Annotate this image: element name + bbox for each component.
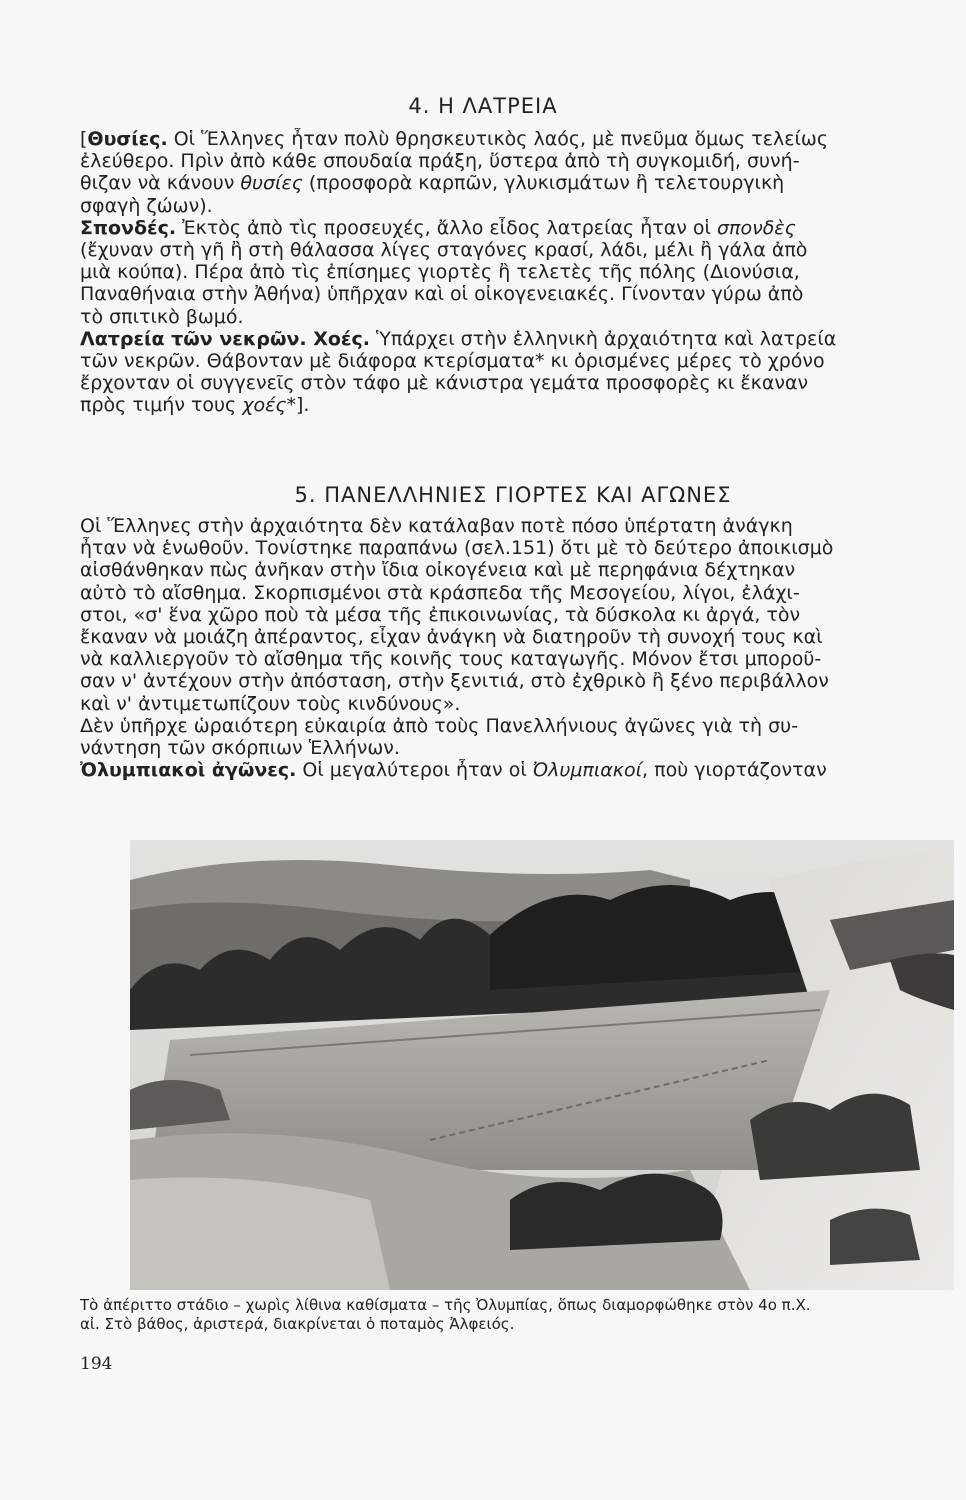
page-number: 194	[80, 1354, 113, 1374]
text-span: σαν ν' ἀντέχουν στὴν ἀπόσταση, στὴν ξενιτιά, στὸ ἐχθρικὸ ἢ ξένο περιβάλλον	[80, 670, 829, 693]
text-span: σφαγὴ ζώων).	[80, 194, 213, 217]
text-span: (προσφορὰ καρπῶν, γλυκισμάτων ἢ τελετουργικὴ	[302, 172, 785, 195]
caption-line-2: αἰ. Στὸ βάθος, ἀριστερά, διακρίνεται ὁ ποταμὸς Ἀλφειός.	[80, 1315, 515, 1333]
text-span: στοι, «σ' ἕνα χῶρο ποὺ τὰ μέσα τῆς ἐπικοινωνίας, τὰ δύσκολα κι ἀργά, τὸν	[80, 603, 801, 626]
text-span: αἰσθάνθηκαν πὼς ἀνῆκαν στὴν ἴδια οἰκογένεια καὶ μὲ περηφάνια δέχτηκαν	[80, 559, 796, 582]
text-line	[80, 195, 940, 217]
text-span: θιζαν νὰ κάνουν	[80, 172, 241, 195]
text-line	[80, 670, 940, 692]
text-span: καὶ ν' ἀντιμετωπίζουν τοὺς κινδύνους».	[80, 692, 461, 715]
text-span: Οἱ μεγαλύτεροι ἦταν οἱ	[296, 759, 533, 782]
italic-term: Ὀλυμπιακοί	[532, 759, 643, 782]
text-span: Ἐκτὸς ἀπὸ τὶς προσευχές, ἄλλο εἶδος λατρείας ἦταν οἱ	[176, 216, 717, 239]
bold-heading: Λατρεία τῶν νεκρῶν. Χοές.	[80, 327, 370, 350]
text-line	[80, 559, 940, 581]
section-4-title: 4. Η ΛΑΤΡΕΙΑ	[408, 94, 558, 118]
text-span: Παναθήναια στὴν Ἀθήνα) ὑπῆρχαν καὶ οἱ οἰκογενειακές. Γίνονταν γύρω ἀπὸ	[80, 283, 804, 306]
italic-term: χοές	[242, 394, 287, 417]
text-line	[80, 172, 940, 194]
text-line	[80, 648, 940, 670]
text-span: τὸ σπιτικὸ βωμό.	[80, 305, 244, 328]
text-span: μιὰ κούπα). Πέρα ἀπὸ τὶς ἐπίσημες γιορτὲς ἢ τελετὲς τῆς πόλης (Διονύσια,	[80, 261, 800, 284]
text-line	[80, 283, 940, 305]
section-4-body	[80, 128, 940, 417]
text-line	[80, 582, 940, 604]
text-line	[80, 737, 940, 759]
olympia-stadium-image	[130, 840, 954, 1290]
italic-term: θυσίες	[240, 172, 303, 195]
text-line	[80, 372, 940, 394]
text-line	[80, 537, 940, 559]
text-line	[80, 394, 940, 416]
text-line	[80, 261, 940, 283]
bold-heading: Σπονδές.	[80, 216, 177, 239]
bold-heading: Θυσίες.	[87, 128, 168, 150]
text-span: Οἱ Ἕλληνες ἦταν πολὺ θρησκευτικὸς λαός, μὲ πνεῦμα ὅμως τελείως	[167, 128, 828, 150]
text-line	[80, 306, 940, 328]
text-line	[80, 715, 940, 737]
text-span: ἔρχονταν οἱ συγγενεῖς στὸν τάφο μὲ κάνιστρα γεμάτα προσφορὲς κι ἔκαναν	[80, 372, 809, 395]
bold-heading: Ὀλυμπιακοὶ ἀγῶνες.	[80, 759, 297, 782]
text-span: αὐτὸ τὸ αἴσθημα. Σκορπισμένοι στὰ κράσπεδα τῆς Μεσογείου, λίγοι, ἐλάχι-	[80, 581, 800, 604]
text-span: (ἔχυναν στὴ γῆ ἢ στὴ θάλασσα λίγες σταγόνες κρασί, λάδι, μέλι ἢ γάλα ἀπὸ	[80, 239, 808, 262]
section-5-body	[80, 515, 940, 781]
text-line	[80, 693, 940, 715]
text-line	[80, 604, 940, 626]
text-line	[80, 350, 940, 372]
photo-caption	[80, 1296, 950, 1334]
text-span: *].	[286, 394, 310, 417]
text-span: , ποὺ γιορτάζονταν	[642, 759, 827, 782]
text-line	[80, 328, 940, 350]
text-span: Ὑπάρχει στὴν ἑλληνικὴ ἀρχαιότητα καὶ λατρεία	[370, 327, 837, 350]
text-line	[80, 128, 940, 150]
text-line	[80, 626, 940, 648]
text-line	[80, 759, 940, 781]
stadium-photo	[130, 840, 954, 1290]
text-line	[80, 150, 940, 172]
caption-line-1: Τὸ ἀπέριττο στάδιο – χωρὶς λίθινα καθίσματα – τῆς Ὀλυμπίας, ὅπως διαμορφώθηκε στὸν 4ο π.Χ.	[80, 1296, 811, 1314]
text-span: νάντηση τῶν σκόρπιων Ἑλλήνων.	[80, 737, 400, 760]
text-span: [	[80, 128, 88, 150]
text-span: πρὸς τιμήν τους	[80, 394, 243, 417]
section-5-title: 5. ΠΑΝΕΛΛΗΝΙΕΣ ΓΙΟΡΤΕΣ ΚΑΙ ΑΓΩΝΕΣ	[294, 483, 732, 507]
text-span: νὰ καλλιεργοῦν τὸ αἴσθημα τῆς κοινῆς τους καταγωγῆς. Μόνον ἔτσι μποροῦ-	[80, 648, 822, 671]
text-line	[80, 239, 940, 261]
text-span: τῶν νεκρῶν. Θάβονταν μὲ διάφορα κτερίσματα* κι ὁρισμένες μέρες τὸ χρόνο	[80, 350, 825, 373]
italic-term: σπονδὲς	[716, 216, 796, 239]
text-span: ἐλεύθερο. Πρὶν ἀπὸ κάθε σπουδαία πράξη, ὕστερα ἀπὸ τὴ συγκομιδή, συνή-	[80, 150, 800, 173]
text-line	[80, 515, 940, 537]
text-span: Δὲν ὑπῆρχε ὡραιότερη εὐκαιρία ἀπὸ τοὺς Πανελλήνιους ἀγῶνες γιὰ τὴ συ-	[80, 714, 798, 737]
text-span: Οἱ Ἕλληνες στὴν ἀρχαιότητα δὲν κατάλαβαν ποτὲ πόσο ὑπέρτατη ἀνάγκη	[80, 515, 793, 537]
text-span: ἦταν νὰ ἑνωθοῦν. Τονίστηκε παραπάνω (σελ.151) ὅτι μὲ τὸ δεύτερο ἀποικισμὸ	[80, 537, 834, 560]
text-span: ἔκαναν νὰ μοιάζη ἀπέραντος, εἶχαν ἀνάγκη νὰ διατηροῦν τὴ συνοχή τους καὶ	[80, 626, 823, 649]
text-line	[80, 217, 940, 239]
